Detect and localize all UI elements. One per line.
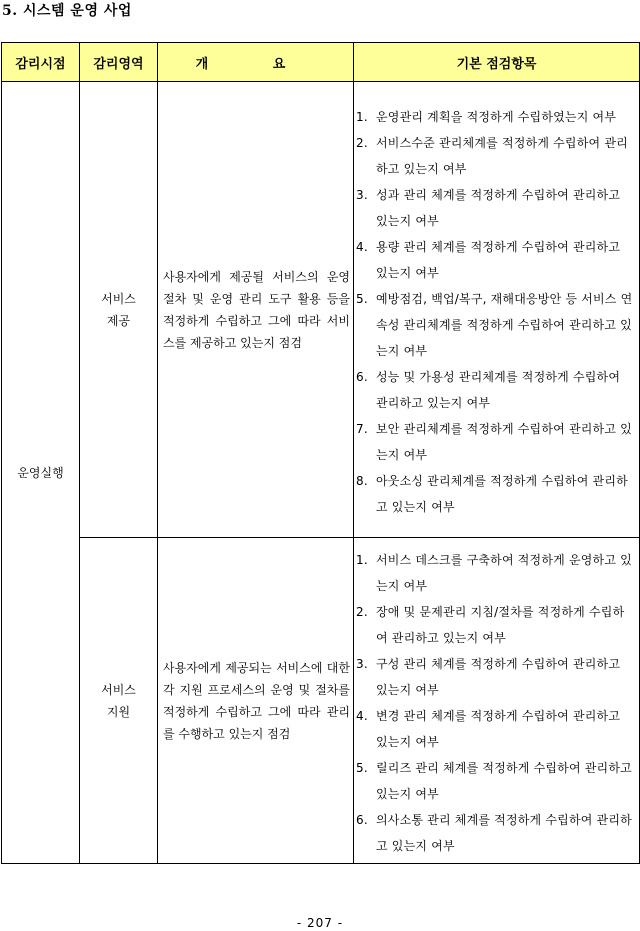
item-text: 보안 관리체계를 적정하게 수립하여 관리하고 있는지 여부 xyxy=(376,421,632,462)
item-number: 5. xyxy=(356,291,368,306)
check-item xyxy=(356,286,635,364)
item-text: 예방점검, 백업/복구, 재해대응방안 등 서비스 연속성 관리체계를 적정하게 수립하여 관리하고 있는지 여부 xyxy=(376,291,633,358)
check-item xyxy=(356,416,635,468)
item-text: 서비스수준 관리체계를 적정하게 수립하여 관리하고 있는지 여부 xyxy=(376,135,628,176)
overview-cell: 사용자에게 제공되는 서비스에 대한 각 지원 프로세스의 운영 및 절차를 적정하게 수립하고 그에 따라 관리를 수행하고 있는지 점검 xyxy=(158,538,354,864)
check-item xyxy=(356,755,635,807)
check-item xyxy=(356,130,635,182)
audit-area-cell xyxy=(80,538,158,864)
item-text: 성능 및 가용성 관리체계를 적정하게 수립하여 관리하고 있는지 여부 xyxy=(376,369,621,410)
item-text: 아웃소싱 관리체계를 적정하게 수립하여 관리하고 있는지 여부 xyxy=(376,473,628,514)
item-number: 1. xyxy=(356,552,368,567)
item-number: 3. xyxy=(356,187,368,202)
check-item xyxy=(356,468,635,520)
item-number: 4. xyxy=(356,708,368,723)
table-header-row xyxy=(2,43,640,82)
check-item xyxy=(356,651,635,703)
check-items-list xyxy=(356,104,635,520)
check-items-list xyxy=(356,547,635,859)
header-overview: 개 요 xyxy=(158,43,354,82)
header-audit-area: 감리영역 xyxy=(80,43,158,82)
item-text: 장애 및 문제관리 지침/절차를 적정하게 수립하여 관리하고 있는지 여부 xyxy=(376,604,625,645)
area-line: 지원 xyxy=(106,704,131,719)
table-row-service-support xyxy=(2,538,640,864)
header-check-items: 기본 점검항목 xyxy=(354,43,640,82)
check-item xyxy=(356,807,635,859)
item-number: 5. xyxy=(356,760,368,775)
table-row-service-provision xyxy=(2,82,640,538)
item-text: 의사소통 관리 체계를 적정하게 수립하여 관리하고 있는지 여부 xyxy=(376,812,632,853)
item-text: 용량 관리 체계를 적정하게 수립하여 관리하고 있는지 여부 xyxy=(376,239,621,280)
area-line: 서비스 xyxy=(101,291,136,306)
area-line: 서비스 xyxy=(101,682,136,697)
item-number: 8. xyxy=(356,473,368,488)
item-number: 2. xyxy=(356,135,368,150)
item-text: 성과 관리 체계를 적정하게 수립하여 관리하고 있는지 여부 xyxy=(376,187,621,228)
item-number: 6. xyxy=(356,812,368,827)
item-text: 구성 관리 체계를 적정하게 수립하여 관리하고 있는지 여부 xyxy=(376,656,621,697)
check-items-cell xyxy=(354,538,640,864)
header-audit-phase: 감리시점 xyxy=(2,43,80,82)
check-item xyxy=(356,364,635,416)
page-number: - 207 - xyxy=(296,916,344,930)
check-item xyxy=(356,547,635,599)
item-text: 운영관리 계획을 적정하게 수립하였는지 여부 xyxy=(376,109,617,124)
item-text: 릴리즈 관리 체계를 적정하게 수립하여 관리하고 있는지 여부 xyxy=(376,760,632,801)
audit-area-cell xyxy=(80,82,158,538)
item-number: 2. xyxy=(356,604,368,619)
item-number: 7. xyxy=(356,421,368,436)
section-title: 5. 시스템 운영 사업 xyxy=(2,3,132,19)
item-number: 3. xyxy=(356,656,368,671)
check-items-cell xyxy=(354,82,640,538)
check-item xyxy=(356,104,635,130)
check-item xyxy=(356,703,635,755)
check-item xyxy=(356,599,635,651)
overview-cell: 사용자에게 제공될 서비스의 운영 절차 및 운영 관리 도구 활용 등을 적정하게 수립하고 그에 따라 서비스를 제공하고 있는지 점검 xyxy=(158,82,354,538)
item-number: 4. xyxy=(356,239,368,254)
item-text: 변경 관리 체계를 적정하게 수립하여 관리하고 있는지 여부 xyxy=(376,708,621,749)
item-number: 1. xyxy=(356,109,368,124)
check-item xyxy=(356,182,635,234)
check-item xyxy=(356,234,635,286)
audit-phase-cell: 운영실행 xyxy=(2,82,80,864)
item-number: 6. xyxy=(356,369,368,384)
item-text: 서비스 데스크를 구축하여 적정하게 운영하고 있는지 여부 xyxy=(376,552,632,593)
audit-table xyxy=(1,42,640,864)
area-line: 제공 xyxy=(106,313,131,328)
